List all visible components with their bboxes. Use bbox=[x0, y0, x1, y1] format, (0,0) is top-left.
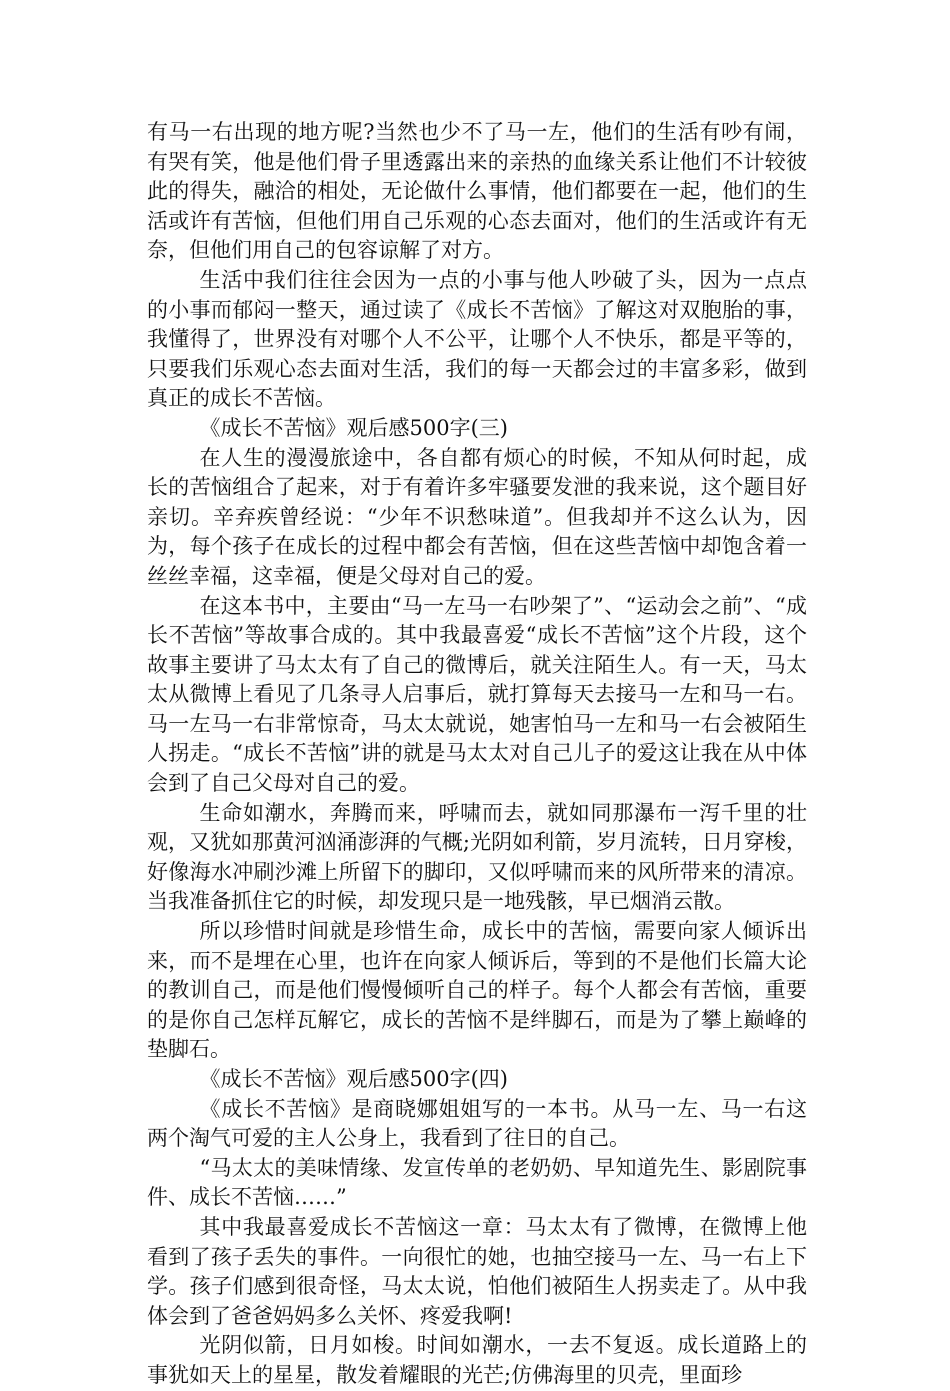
paragraph-2: 生活中我们往往会因为一点的小事与他人吵破了头，因为一点点的小事而郁闷一整天，通过读了《成长不苦恼》了解这对双胞胎的事，我懂得了，世界没有对哪个人不公平，让哪个人不快乐，都是平等的，只要我们乐观心态去面对生活，我们的每一天都会过的丰富多彩，做到真正的成长不苦恼。 bbox=[147, 267, 807, 411]
paragraph-5: 生命如潮水，奔腾而来，呼啸而去，就如同那瀑布一泻千里的壮观，又犹如那黄河汹涌澎湃的气概;光阴如利箭，岁月流转，日月穿梭，好像海水冲刷沙滩上所留下的脚印，又似呼啸而来的风所带来的清凉。当我准备抓住它的时候，却发现只是一地残骸，早已烟消云散。 bbox=[147, 800, 807, 914]
paragraph-9: 光阴似箭，日月如梭。时间如潮水，一去不复返。成长道路上的事犹如天上的星星，散发着耀眼的光芒;仿佛海里的贝壳，里面珍 bbox=[147, 1333, 807, 1387]
quote-paragraph: “马太太的美味情缘、发宣传单的老奶奶、早知道先生、影剧院事件、成长不苦恼……” bbox=[147, 1155, 807, 1210]
paragraph-6: 所以珍惜时间就是珍惜生命，成长中的苦恼，需要向家人倾诉出来，而不是埋在心里，也许在向家人倾诉后，等到的不是他们长篇大论的教训自己，而是他们慢慢倾听自己的样子。每个人都会有苦恼，重要的是你自己怎样瓦解它，成长的苦恼不是绊脚石，而是为了攀上巅峰的垫脚石。 bbox=[147, 919, 807, 1062]
paragraph-8: 其中我最喜爱成长不苦恼这一章：马太太有了微博，在微博上他看到了孩子丢失的事件。一向很忙的她，也抽空接马一左、马一右上下学。孩子们感到很奇怪，马太太说，怕他们被陌生人拐卖走了。从中我体会到了爸爸妈妈多么关怀、疼爱我啊! bbox=[147, 1214, 807, 1328]
document-page bbox=[147, 118, 807, 1391]
paragraph-1: 有马一右出现的地方呢?当然也少不了马一左，他们的生活有吵有闹，有哭有笑，他是他们骨子里透露出来的亲热的血缘关系让他们不计较彼此的得失，融洽的相处，无论做什么事情，他们都要在一起，他们的生活或许有苦恼，但他们用自己乐观的心态去面对，他们的生活或许有无奈，但他们用自己的包容谅解了对方。 bbox=[147, 120, 807, 263]
paragraph-3: 在人生的漫漫旅途中，各自都有烦心的时候，不知从何时起，成长的苦恼组合了起来，对于有着许多牢骚要发泄的我来说，这个题目好亲切。辛弃疾曾经说：“少年不识愁味道”。但我却并不这么认为，因为，每个孩子在成长的过程中都会有苦恼，但在这些苦恼中却饱含着一丝丝幸福，这幸福，便是父母对自己的爱。 bbox=[147, 445, 807, 588]
section-heading-3: 《成长不苦恼》观后感500字(三) bbox=[199, 415, 508, 440]
paragraph-4: 在这本书中，主要由“马一左马一右吵架了”、“运动会之前”、“成长不苦恼”等故事合成的。其中我最喜爱“成长不苦恼”这个片段，这个故事主要讲了马太太有了自己的微博后，就关注陌生人。有一天，马太太从微博上看见了几条寻人启事后，就打算每天去接马一左和马一右。马一左马一右非常惊奇，马太太就说，她害怕马一左和马一右会被陌生人拐走。“成长不苦恼”讲的就是马太太对自己儿子的爱这让我在从中体会到了自己父母对自己的爱。 bbox=[147, 593, 807, 796]
section-heading-4: 《成长不苦恼》观后感500字(四) bbox=[199, 1067, 508, 1091]
paragraph-7: 《成长不苦恼》是商晓娜姐姐写的一本书。从马一左、马一右这两个淘气可爱的主人公身上，我看到了往日的自己。 bbox=[147, 1096, 807, 1151]
